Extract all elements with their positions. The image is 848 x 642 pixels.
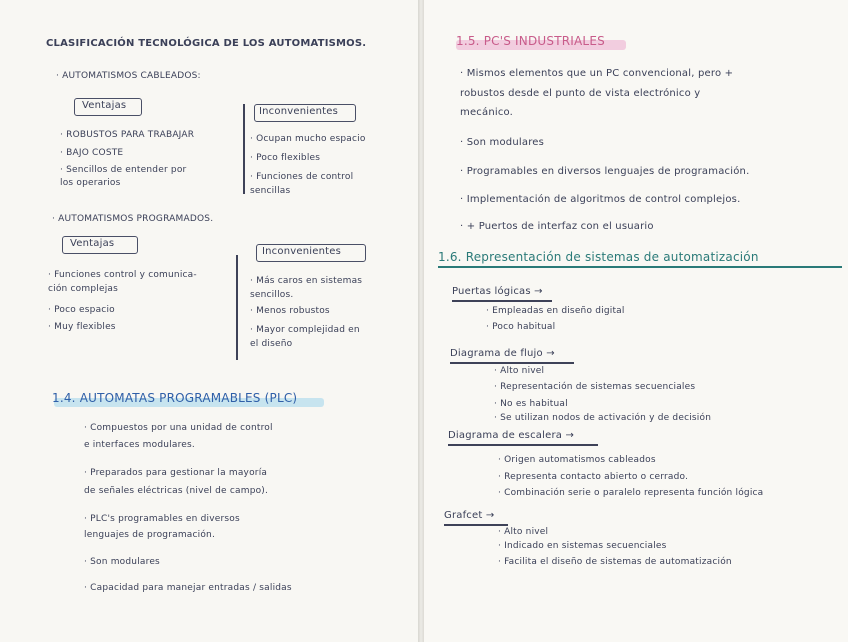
prog-ventaja-item: ción complejas: [48, 284, 118, 294]
prog-inconv-item: · Menos robustos: [250, 306, 330, 316]
plc-item: · PLC's programables en diversos: [84, 514, 240, 524]
label-underline: [450, 362, 574, 364]
label-underline: [444, 524, 508, 526]
escalera-item: · Origen automatismos cableados: [498, 455, 656, 465]
cab-inconv-item: · Funciones de control: [250, 172, 354, 182]
pc-heading: 1.5. PC'S INDUSTRIALES: [456, 34, 605, 48]
puertas-label: Puertas lógicas →: [452, 286, 543, 297]
page-title: CLASIFICACIÓN TECNOLÓGICA DE LOS AUTOMATISMOS.: [46, 38, 367, 49]
pc-item: · Programables en diversos lenguajes de programación.: [460, 166, 750, 177]
flujo-item: · Se utilizan nodos de activación y de decisión: [494, 413, 712, 423]
prog-ventaja-item: · Funciones control y comunica-: [48, 270, 197, 280]
flujo-label: Diagrama de flujo →: [450, 348, 555, 359]
pc-item: robustos desde el punto de vista electrónico y: [460, 88, 701, 99]
cab-ventaja-item: · BAJO COSTE: [60, 148, 124, 158]
repr-heading: 1.6. Representación de sistemas de automatización: [438, 250, 759, 264]
pc-item: · Mismos elementos que un PC convencional, pero +: [460, 68, 734, 79]
grafcet-item: · Facilita el diseño de sistemas de automatización: [498, 557, 732, 567]
flujo-item: · No es habitual: [494, 399, 568, 409]
programados-heading: · AUTOMATISMOS PROGRAMADOS.: [52, 214, 214, 224]
plc-item: de señales eléctricas (nivel de campo).: [84, 486, 269, 496]
grafcet-item: · Alto nivel: [498, 527, 549, 537]
right-notebook-page: [424, 0, 848, 642]
label-underline: [452, 300, 552, 302]
plc-item: · Son modulares: [84, 557, 160, 567]
plc-heading: 1.4. AUTOMATAS PROGRAMABLES (PLC): [52, 391, 298, 405]
cab-inconv-item: · Ocupan mucho espacio: [250, 134, 366, 144]
plc-item: lenguajes de programación.: [84, 530, 216, 540]
pc-item: · + Puertos de interfaz con el usuario: [460, 221, 654, 232]
grafcet-item: · Indicado en sistemas secuenciales: [498, 541, 667, 551]
flujo-item: · Representación de sistemas secuenciales: [494, 382, 696, 392]
cab-inconv-item: sencillas: [250, 186, 291, 196]
cab-ventajas-label: Ventajas: [82, 100, 127, 111]
prog-ventajas-label: Ventajas: [70, 238, 115, 249]
plc-item: · Compuestos por una unidad de control: [84, 423, 273, 433]
plc-item: · Preparados para gestionar la mayoría: [84, 468, 268, 478]
prog-ventaja-item: · Muy flexibles: [48, 322, 116, 332]
puertas-item: · Empleadas en diseño digital: [486, 306, 625, 316]
cab-ventaja-item: · Sencillos de entender por: [60, 165, 187, 175]
pc-item: · Son modulares: [460, 137, 545, 148]
prog-inconv-label: Inconvenientes: [262, 246, 342, 257]
label-underline: [448, 444, 598, 446]
cab-inconv-item: · Poco flexibles: [250, 153, 321, 163]
plc-item: e interfaces modulares.: [84, 440, 195, 450]
column-divider: [243, 104, 245, 194]
escalera-item: · Combinación serie o paralelo representa función lógica: [498, 488, 764, 498]
column-divider: [236, 255, 238, 360]
escalera-item: · Representa contacto abierto o cerrado.: [498, 472, 689, 482]
heading-underline: [438, 266, 842, 268]
escalera-label: Diagrama de escalera →: [448, 430, 575, 441]
cab-ventaja-item: · ROBUSTOS PARA TRABAJAR: [60, 130, 195, 140]
pc-item: mecánico.: [460, 107, 514, 118]
grafcet-label: Grafcet →: [444, 510, 495, 521]
cab-ventaja-item: los operarios: [60, 178, 121, 188]
puertas-item: · Poco habitual: [486, 322, 556, 332]
prog-inconv-item: · Más caros en sistemas: [250, 276, 363, 286]
plc-item: · Capacidad para manejar entradas / salidas: [84, 583, 292, 593]
flujo-item: · Alto nivel: [494, 366, 545, 376]
cableados-heading: · AUTOMATISMOS CABLEADOS:: [56, 71, 201, 81]
prog-inconv-item: sencillos.: [250, 290, 294, 300]
pc-item: · Implementación de algoritmos de control complejos.: [460, 194, 741, 205]
prog-inconv-item: · Mayor complejidad en: [250, 325, 360, 335]
prog-inconv-item: el diseño: [250, 339, 293, 349]
cab-inconv-label: Inconvenientes: [259, 106, 339, 117]
prog-ventaja-item: · Poco espacio: [48, 305, 115, 315]
left-notebook-page: [0, 0, 418, 642]
